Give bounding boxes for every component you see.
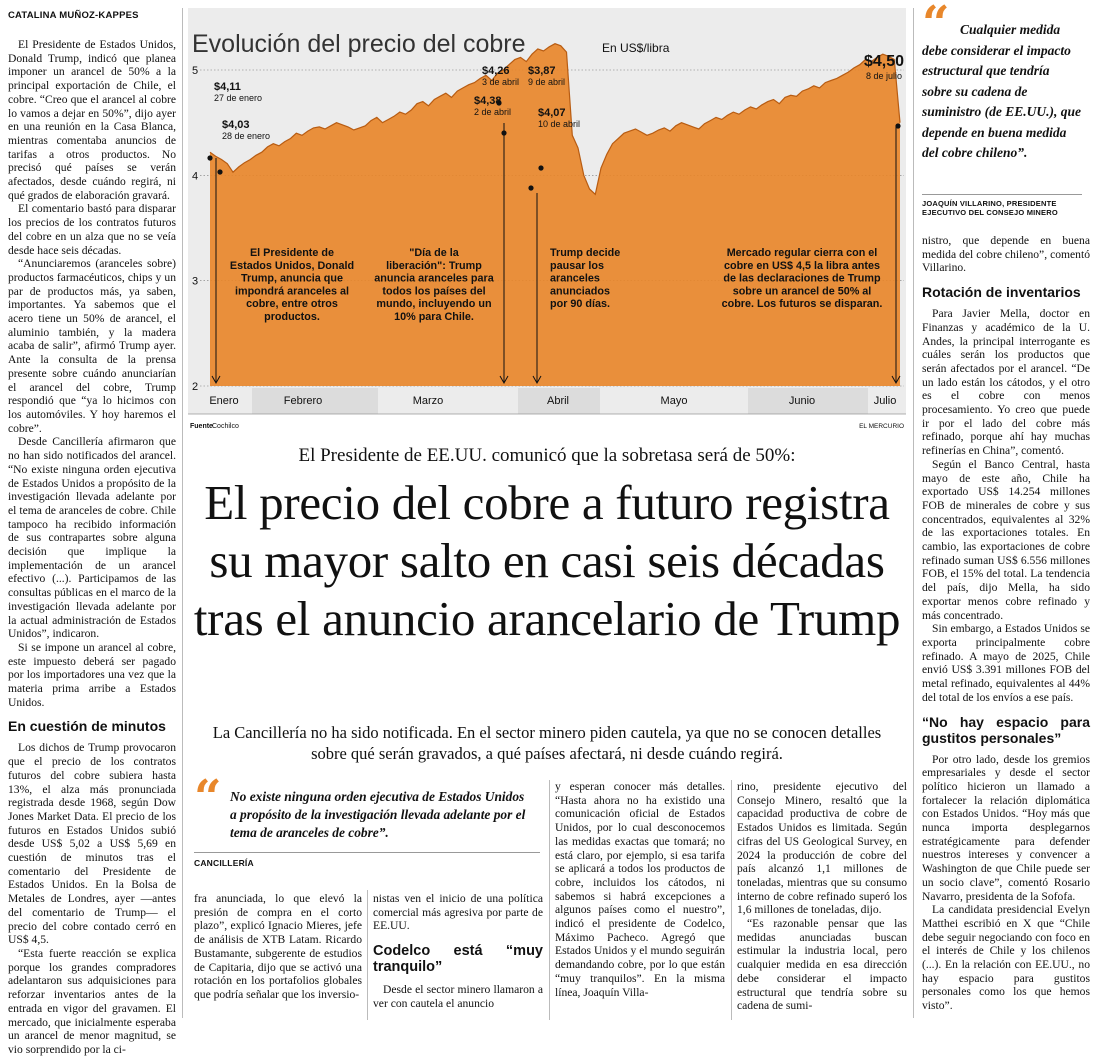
subhead-gustitos: “No hay espacio para gustitos personales” [922,713,1090,746]
callout-value: $4,03 [222,119,250,131]
month-label: Mayo [660,395,688,407]
quote-mark-icon: “ [922,0,950,52]
callout-value: $4,26 [482,65,510,77]
quote-rule [922,194,1082,195]
chart-annotation: Mercado regular cierra con el cobre en US$ 4,5 la libra antes de las declaraciones de Trump sobre un arancel de 50% al cobre. Los futuros se disparan. [721,247,883,311]
callout-date: 27 de enero [214,93,263,103]
month-label: Febrero [283,395,323,407]
left-paragraphs-1 [8,38,176,709]
headline: El precio del cobre a futuro registra su mayor salto en casi seis décadas tras el anuncio arancelario de Trump [193,475,901,646]
chart-annotation: "Día de la liberación": Trump anuncia aranceles para todos los países del mundo, incluyendo un 10% para Chile. [374,247,494,323]
subhead-rotacion: Rotación de inventarios [922,284,1081,301]
paragraph: El Presidente de Estados Unidos, Donald Trump, indicó que planea imponer un arancel de 50% a la principal exportación de Chile, el cobre. “Creo que el arancel al cobre lo vamos a dejar en 50%”, dijo ayer en una reunión en la Casa Blanca, mientras comentaba anuncios de tarifas a otros productos. No precisó qué países se verán afectados, desde cuándo regirá, ni qué grados de elaboración gravará. [8,38,176,202]
paragraph: “Esta fuerte reacción se explica porque los grandes compradores adelantaron sus adquisiciones para reforzar inventarios antes de la entrada en vigor del gravamen. El mercado, que inicialmente esperaba un arancel de menor magnitud, se vio sorprendido por la ci- [8,947,176,1056]
subhead-codelco: Codelco está “muy tranquilo” [373,943,543,976]
callout-date: 2 de abril [474,107,512,117]
callout-value: $4,50 [864,53,905,70]
paragraph: “Anunciaremos (aranceles sobre) productos farmacéuticos, chips y un par de productos más, ya saben, importantes. Ya sabemos que el acero tiene un 50% de arancel, el aluminio también, y la madera acaba de salir”, afirmó Trump ayer. Ante la consulta de la prensa presente sobre cuándo anunciarían el arancel del cobre, Trump respondió que “ya lo hicimos con los automóviles. Y hoy haremos el cobre”. [8,257,176,435]
pull-quote-cancilleria [194,770,544,870]
paragraph: Desde el sector minero llamaron a ver con cautela el anuncio [373,983,543,1010]
month-label: Julio [873,395,897,407]
bottom-col-2 [373,892,543,1022]
subhead-en-cuestion: En cuestión de minutos [8,718,166,735]
paragraph: Desde Cancillería afirmaron que no han sido notificados del arancel. “No existe ninguna orden ejecutiva de Estados Unidos a propósito de la investigación llevada adelante por el tema de aranceles de cobre. Chile tampoco ha recibido información de sus contrapartes sobre alguna decisión que implique la implementación de un arancel efectivo (...). Participamos de las consultas públicas en el marco de la investigación llevada adelante por la actual administración de Estados Unidos”, indicaron. [8,435,176,641]
month-label: Junio [788,395,816,407]
chart-unit-label: En US$/libra [602,41,670,55]
month-label: Enero [209,395,239,407]
y-tick-label: 4 [192,170,199,183]
bottom-col-4 [737,780,907,1020]
source-name: Cochilco [212,423,239,430]
column-divider [913,8,914,1018]
callout-value: $4,11 [214,81,241,93]
left-column [8,38,176,1056]
callout-date: 9 de abril [528,77,566,87]
pull-quote-text: No existe ninguna orden ejecutiva de Estados Unidos a propósito de la investigación llevada adelante por el tema de aranceles de cobre”. [230,789,526,840]
kicker: El Presidente de EE.UU. comunicó que la sobretasa será de 50%: [298,445,796,466]
paragraph: y esperan conocer más detalles. “Hasta ahora no ha existido una comunicación oficial de Estados Unidos, por lo cual desconocemos las medidas exactas que tomará; no está claro, por ejemplo, si esa tarifa se aplicará a todos los productos de cobre, incluidos los cátodos, ni sabemos si habrá excepciones a algunos países como el nuestro”, indicó el presidente de Codelco, Máximo Pacheco. Agregó que Estados Unidos y el mundo seguirán demandando cobre, por lo que están “muy tranquilos”. En la misma línea, Joaquín Villa- [555,780,725,999]
chart-svg [188,8,906,434]
copper-price-chart [188,8,906,434]
pull-quote-text: Cualquier medida debe considerar el impacto estructural que tendría sobre su cadena de suministro (de EE.UU.), que depende en buena medida del cobre chileno”. [922,22,1082,160]
paragraph: Para Javier Mella, doctor en Finanzas y académico de la U. Andes, la principal interrogante es cuáles serán los productos que serán afectados por el arancel. “De un lado están los cátodos, y el otro es el cobre con menos procesamiento. Yo creo que puede ir por el lado del cobre más refinado, porque ahí hay muchas refinerías en China”, comentó. [922,307,1090,458]
month-label: Abril [546,395,570,407]
callout-value: $4,38 [474,95,502,107]
paragraph: fra anunciada, lo que elevó la presión de compra en el corto plazo”, explicó Ignacio Mieres, jefe de análisis de XTB Latam. Ricardo Bustamante, subgerente de estudios de Capitaria, dijo que se activó una rotación en los portafolios globales que podría señalar que los inversio- [194,892,362,1001]
deck: La Cancillería no ha sido notificada. En el sector minero piden cautela, ya que no se conocen detalles sobre qué serán gravados, a qué países afectará, ni desde cuándo regirá. [212,723,882,763]
callout-dot [217,169,222,174]
bottom-col-3 [555,780,725,1020]
paragraph: rino, presidente ejecutivo del Consejo Minero, resaltó que la capacidad productiva de cobre de Estados Unidos es limitada. Según cifras del US Geological Survey, en 2024 la producción de cobre del país alcanzó 1,1 millones de toneladas, mientras que su consumo interno de cobre refinado superó los 1,6 millones de toneladas, dijo. [737,780,907,917]
chart-title: Evolución del precio del cobre [192,30,526,58]
callout-value: $3,87 [528,65,556,77]
y-tick-label: 2 [192,381,199,393]
byline: CATALINA MUÑOZ-KAPPES [8,10,139,21]
chart-annotation: Trump decide pausar los aranceles anunciados por 90 días. [550,247,621,311]
column-divider [731,780,732,1020]
y-tick-label: 5 [192,65,199,77]
callout-date: 3 de abril [482,77,520,87]
y-tick-label: 3 [192,275,199,288]
paragraph: “Es razonable pensar que las medidas anunciadas buscan estimular la industria local, pero cualquier medida en esa dirección debe considerar el impacto estructural que tendría sobre su cadena de sumi- [737,917,907,1013]
callout-dot [538,165,543,170]
callout-dot [501,130,506,135]
pull-quote-attribution: JOAQUÍN VILLARINO, PRESIDENTE EJECUTIVO DEL CONSEJO MINERO [922,199,1058,217]
column-divider [367,890,368,1020]
pull-quote-villarino [922,0,1092,218]
quote-mark-icon: “ [194,770,222,826]
callout-value: $4,07 [538,107,566,119]
column-divider [182,8,183,1018]
source-label: Fuente [190,423,213,430]
chart-credit: EL MERCURIO [859,423,904,430]
paragraph: nistro, que depende en buena medida del cobre chileno”, comentó Villarino. [922,234,1090,275]
callout-date: 10 de abril [538,119,581,129]
paragraph: Sin embargo, a Estados Unidos se exporta principalmente cobre refinado. A mayo de 2025, Chile envió US$ 3.391 millones FOB del metal refinado, equivalentes al 44% del total de los envíos a ese país. [922,622,1090,704]
paragraph: Según el Banco Central, hasta mayo de este año, Chile ha exportado US$ 14.254 millones FOB de minerales de cobre y sus concentrados, equivalentes al 32% de las exportaciones totales. En cambio, las exportaciones de cobre refinado suman US$ 6.556 millones FOB, el 15% del total. La tendencia del país, dijo Mella, ha sido exportar menos cobre refinado y más concentrado. [922,457,1090,622]
paragraph: Si se impone un arancel al cobre, este impuesto deberá ser pagado por los importadores una vez que la materia prima arribe a Estados Unidos. [8,640,176,709]
paragraph: Los dichos de Trump provocaron que el precio de los contratos futuros del cobre subiera hasta 13%, el alza más pronunciada registrada desde 1968, según Dow Jones Market Data. El precio de los futuros en Estados Unidos subió desde US$ 5,02 a US$ 5,69 en cuestión de minutos tras el comentario del Presidente de Estados Unidos. En la Bolsa de Metales de Londres, ayer —antes del comentario de Trump— el precio del cobre contado cerró en US$ 4,5. [8,741,176,947]
chart-annotation: El Presidente de Estados Unidos, Donald Trump, anuncia que impondrá aranceles al cobre, entre otros productos. [229,247,355,323]
pull-quote-attribution: CANCILLERÍA [194,858,254,868]
callout-dot [207,155,212,160]
month-label: Marzo [412,395,444,407]
paragraph: nistas ven el inicio de una política comercial más agresiva por parte de EE.UU. [373,892,543,933]
paragraph: El comentario bastó para disparar los precios de los contratos futuros del cobre en un alza que no se veía desde hace seis décadas. [8,202,176,257]
callout-date: 28 de enero [222,131,271,141]
column-divider [549,780,550,1020]
callout-date: 8 de julio [866,71,903,81]
paragraph: La candidata presidencial Evelyn Matthei escribió en X que “Chile debe seguir negociando con foco en el interés de Chile y los chilenos (...). En la relación con EE.UU., no hay espacio para gustitos personales como los que hemos visto”. [922,903,1090,1013]
bottom-col-1 [194,892,362,1022]
callout-dot [895,123,900,128]
right-column [922,234,1090,1020]
quote-rule [194,852,540,853]
callout-dot [528,185,533,190]
paragraph: Por otro lado, desde los gremios empresariales y desde el sector político hicieron un llamado a fortalecer la relación diplomática con Estados Unidos. “Hoy más que nunca importa desplegarnos estratégicamente para defender nuestros intereses y convencer a Washington de que Chile puede ser un socio clave”, comentó Rosario Navarro, presidenta de la Sofofa. [922,752,1090,903]
